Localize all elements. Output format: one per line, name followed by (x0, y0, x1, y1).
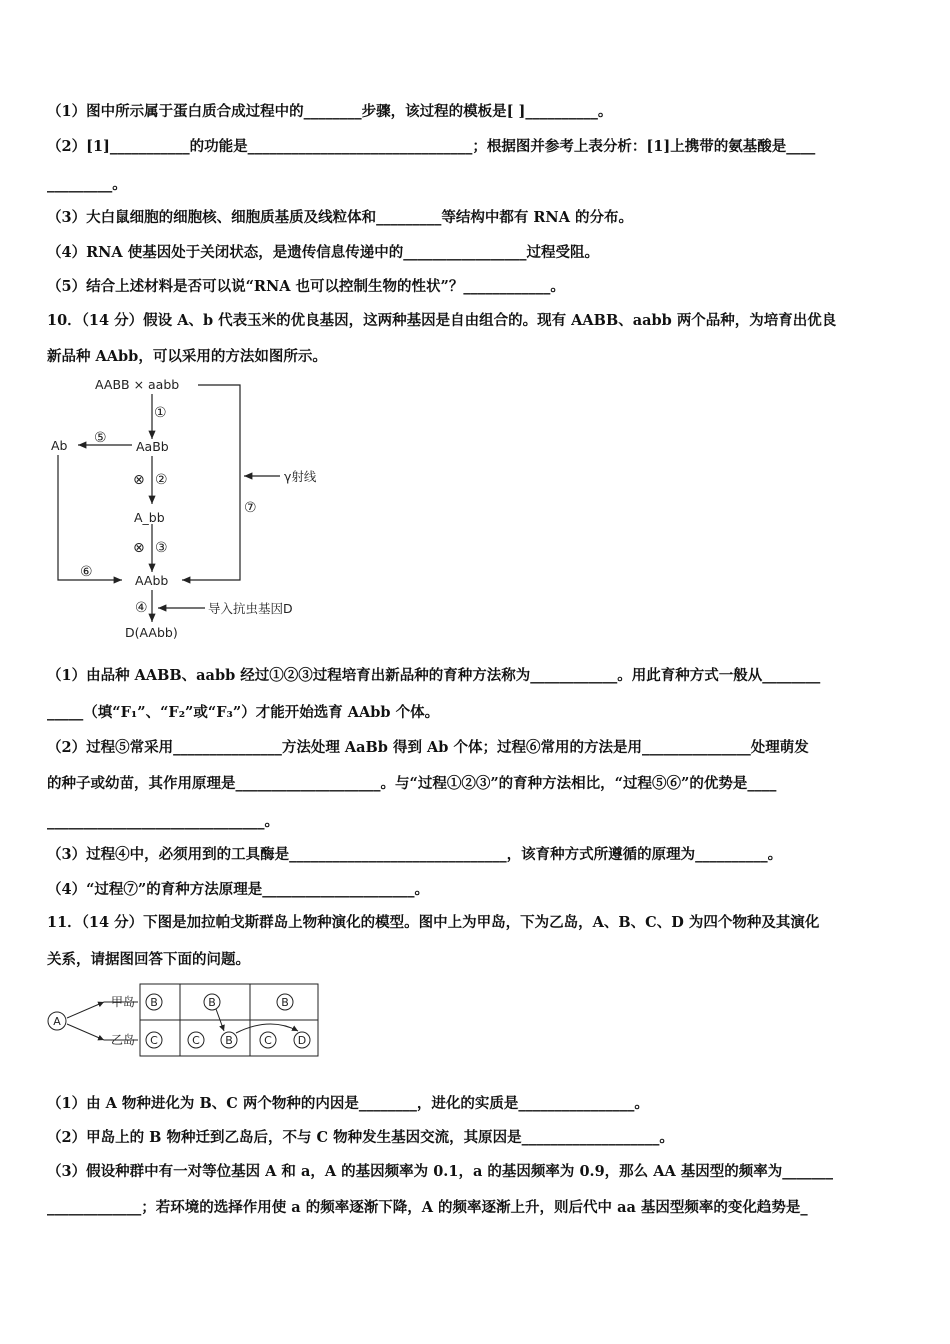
step-2-label: ② (155, 472, 168, 488)
parents-cross: AABB × aabb (95, 377, 180, 392)
import-gene-label: 导入抗虫基因D (208, 601, 293, 616)
q10-part1-cont: _____（填“F₁”、“F₂”或“F₃”）才能开始选育 AAbb 个体。 (47, 704, 440, 721)
step-7-label: ⑦ (244, 500, 257, 516)
island-evolution-diagram (40, 978, 330, 1063)
species-d: D (297, 1034, 307, 1047)
q10-part2-cont: 的种子或幼苗，其作用原理是____________________。与“过程①②③”的育种方法相比，“过程⑤⑥”的优势是____ (47, 775, 777, 792)
result-daabb: D(AAbb) (125, 625, 178, 640)
q9-part2-cont: _________。 (47, 176, 127, 193)
q10-part2-cont2: ______________________________。 (47, 813, 279, 830)
q9-part4: （4）RNA 使基因处于关闭状态，是遗传信息传递中的_________________过程受阻。 (47, 244, 599, 261)
island-jia-label: 甲岛 (110, 995, 136, 1009)
q10-stem: 10．（14 分）假设 A、b 代表玉米的优良基因，这两种基因是自由组合的。现有 AABB、aabb 两个品种，为培育出优良 (47, 312, 837, 329)
species-c-3: C (264, 1034, 272, 1047)
target-aabb: AAbb (135, 573, 169, 588)
q11-part3: （3）假设种群中有一对等位基因 A 和 a，A 的基因频率为 0.1，a 的基因频率为 0.9，那么 AA 基因型的频率为_______ (47, 1163, 834, 1180)
q11-stem: 11．（14 分）下图是加拉帕戈斯群岛上物种演化的模型。图中上为甲岛，下为乙岛，A、B、C、D 为四个物种及其演化 (47, 914, 820, 931)
gamma-ray-label: γ射线 (284, 469, 317, 484)
species-b-2: B (208, 996, 216, 1009)
species-b-3: B (225, 1034, 233, 1047)
selfing-symbol-1: ⊗ (133, 472, 145, 488)
breeding-diagram (40, 372, 340, 644)
q11-part3-cont: _____________；若环境的选择作用使 a 的频率逐渐下降，A 的频率逐渐上升，则后代中 aa 基因型频率的变化趋势是_ (47, 1199, 808, 1216)
species-b-1: B (150, 996, 158, 1009)
q9-part5: （5）结合上述材料是否可以说“RNA 也可以控制生物的性状”？____________。 (47, 278, 565, 295)
q10-part4: （4）“过程⑦”的育种方法原理是_____________________。 (47, 881, 430, 898)
island-yi-label: 乙岛 (110, 1033, 136, 1047)
q10-part3: （3）过程④中，必须用到的工具酶是______________________________，该育种方式所遵循的原理为__________。 (47, 846, 783, 863)
q10-part1: （1）由品种 AABB、aabb 经过①②③过程培育出新品种的育种方法称为____________。用此育种方式一般从________ (47, 667, 821, 684)
step-3-label: ③ (155, 540, 168, 556)
haploid-ab: Ab (51, 438, 68, 453)
species-c-2: C (192, 1034, 200, 1047)
step-6-label: ⑥ (80, 564, 93, 580)
q9-part1: （1）图中所示属于蛋白质合成过程中的________步骤，该过程的模板是[ ]__________。 (47, 103, 613, 120)
q9-part3: （3）大白鼠细胞的细胞核、细胞质基质及线粒体和_________等结构中都有 RNA 的分布。 (47, 209, 633, 226)
q10-stem-cont: 新品种 AAbb，可以采用的方法如图所示。 (47, 348, 327, 365)
f2-a-bb: A_bb (134, 510, 165, 525)
q9-part2: （2）[1]___________的功能是_______________________________；根据图并参考上表分析：[1]上携带的氨基酸是____ (47, 138, 816, 155)
q11-part2: （2）甲岛上的 B 物种迁到乙岛后，不与 C 物种发生基因交流，其原因是___________________。 (47, 1129, 674, 1146)
q11-part1: （1）由 A 物种进化为 B、C 两个物种的内因是________，进化的实质是________________。 (47, 1095, 649, 1112)
species-a-origin: A (53, 1015, 61, 1028)
f1-aabb: AaBb (136, 439, 169, 454)
step-1-label: ① (154, 405, 167, 421)
q11-stem-cont: 关系，请据图回答下面的问题。 (47, 951, 250, 968)
step-5-label: ⑤ (94, 430, 107, 446)
step-4-label: ④ (135, 600, 148, 616)
selfing-symbol-2: ⊗ (133, 540, 145, 556)
species-b-4: B (281, 996, 289, 1009)
q10-part2: （2）过程⑤常采用_______________方法处理 AaBb 得到 Ab 个体；过程⑥常用的方法是用_______________处理萌发 (47, 739, 809, 756)
species-c-1: C (150, 1034, 158, 1047)
